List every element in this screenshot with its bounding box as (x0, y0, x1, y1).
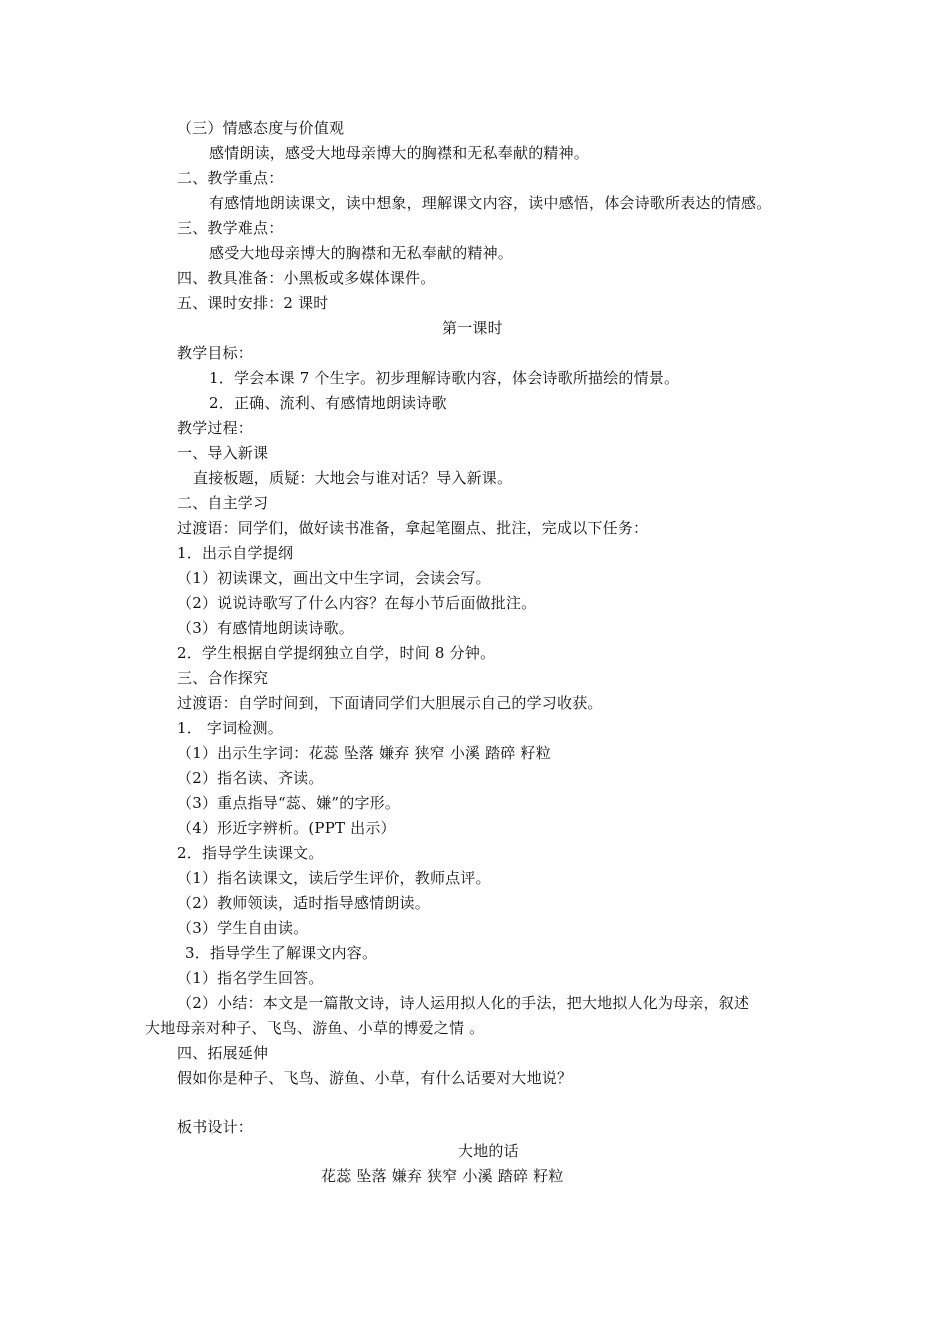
list-item: 1．出示自学提纲 (177, 544, 294, 562)
list-item-continuation: 大地母亲对种子、飞鸟、游鱼、小草的博爱之情 。 (145, 1019, 485, 1037)
section-heading-process: 教学过程： (177, 419, 254, 437)
step-heading: 三、合作探究 (177, 669, 269, 687)
board-words: 花蕊 坠落 嫌弃 狭窄 小溪 踏碎 籽粒 (321, 1167, 564, 1185)
list-item: （3）重点指导“蕊、嫌”的字形。 (177, 794, 401, 812)
board-title: 大地的话 (458, 1142, 519, 1160)
list-item: 3．指导学生了解课文内容。 (185, 944, 378, 962)
section-heading-key-points: 二、教学重点： (177, 169, 284, 187)
paragraph: 过渡语：自学时间到，下面请同学们大胆展示自己的学习收获。 (177, 694, 603, 712)
section-heading-goals: 教学目标： (177, 344, 254, 362)
paragraph: 过渡语：同学们，做好读书准备，拿起笔圈点、批注，完成以下任务： (177, 519, 649, 537)
list-item: （2）说说诗歌写了什么内容？在每小节后面做批注。 (177, 594, 537, 612)
paragraph: 假如你是种子、飞鸟、游鱼、小草，有什么话要对大地说？ (177, 1069, 573, 1087)
section-heading-emotion: （三）情感态度与价值观 (177, 119, 345, 137)
list-item: （3）学生自由读。 (177, 919, 309, 937)
goal-item: 1．学会本课 7 个生字。初步理解诗歌内容，体会诗歌所描绘的情景。 (209, 369, 680, 387)
list-item: 1． 字词检测。 (177, 719, 283, 737)
section-heading-difficulties: 三、教学难点： (177, 219, 284, 237)
section-heading-schedule: 五、课时安排：2 课时 (177, 294, 329, 312)
section-heading-materials: 四、教具准备：小黑板或多媒体课件。 (177, 269, 436, 287)
list-item: （3）有感情地朗读诗歌。 (177, 619, 354, 637)
list-item: （1）初读课文，画出文中生字词，会读会写。 (177, 569, 491, 587)
list-item: （1）指名读课文，读后学生评价，教师点评。 (177, 869, 491, 887)
list-item: 2．学生根据自学提纲独立自学，时间 8 分钟。 (177, 644, 496, 662)
list-item: （2）指名读、齐读。 (177, 769, 324, 787)
list-item: 2．指导学生读课文。 (177, 844, 324, 862)
goal-item: 2．正确、流利、有感情地朗读诗歌 (209, 394, 447, 412)
step-heading: 二、自主学习 (177, 494, 269, 512)
list-item: （2）小结：本文是一篇散文诗，诗人运用拟人化的手法，把大地拟人化为母亲，叙述 (177, 994, 750, 1012)
paragraph: 直接板题，质疑：大地会与谁对话？导入新课。 (193, 469, 513, 487)
paragraph: 感情朗读，感受大地母亲博大的胸襟和无私奉献的精神。 (209, 144, 590, 162)
paragraph: 有感情地朗读课文，读中想象，理解课文内容，读中感悟，体会诗歌所表达的情感。 (209, 194, 772, 212)
list-item: （4）形近字辨析。(PPT 出示） (177, 819, 396, 837)
list-item: （2）教师领读，适时指导感情朗读。 (177, 894, 430, 912)
step-heading: 一、导入新课 (177, 444, 269, 462)
step-heading: 四、拓展延伸 (177, 1044, 269, 1062)
list-item: （1）出示生字词：花蕊 坠落 嫌弃 狭窄 小溪 踏碎 籽粒 (177, 744, 551, 762)
board-design-heading: 板书设计： (177, 1118, 254, 1136)
lesson-title: 第一课时 (442, 319, 503, 337)
list-item: （1）指名学生回答。 (177, 969, 324, 987)
paragraph: 感受大地母亲博大的胸襟和无私奉献的精神。 (209, 244, 514, 262)
